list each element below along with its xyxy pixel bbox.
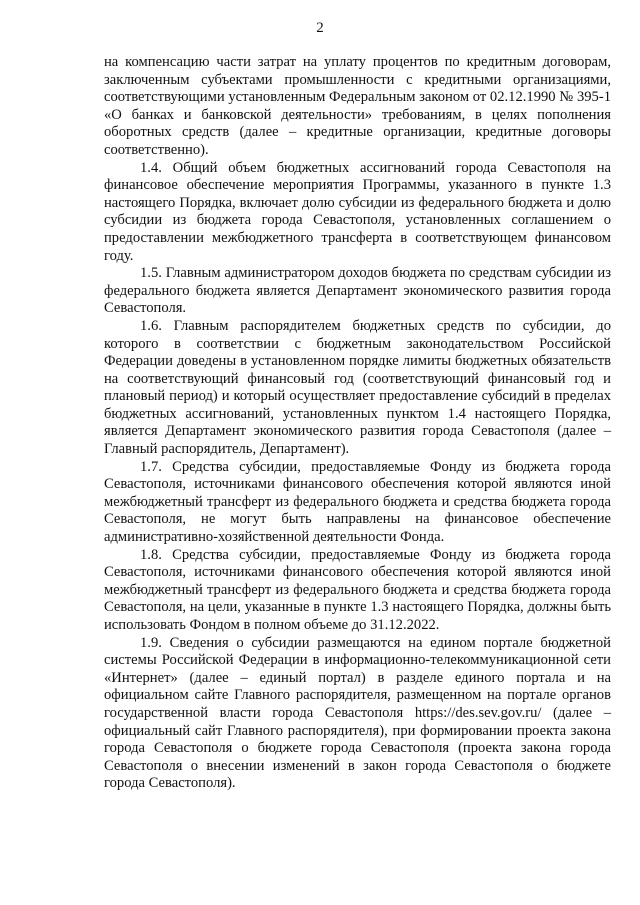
paragraph-1-7: 1.7. Средства субсидии, предоставляемые Фонду из бюджета города Севастополя, источниками финансового обеспечения которой являются иной межбюджетный трансферт из федерального бюджета и средства бюджета города Севастополя, не могут быть направлены на финансовое обеспечение административно-хозяйственной деятельности Фонда. bbox=[104, 458, 611, 546]
paragraph-1-8: 1.8. Средства субсидии, предоставляемые Фонду из бюджета города Севастополя, источниками финансового обеспечения которой являются иной межбюджетный трансферт из федерального бюджета и средства бюджета города Севастополя, на цели, указанные в пункте 1.3 настоящего Порядка, должны быть использовать Фондом в полном объеме до 31.12.2022. bbox=[104, 546, 611, 633]
paragraph-continuation: на компенсацию части затрат на уплату процентов по кредитным договорам, заключенным субъектами промышленности с кредитными организациями, соответствующими установленным Федеральным законом от 02.12.1990 № 395-1 «О банках и банковской деятельности» требованиям, в целях пополнения оборотных средств (далее – кредитные организации, кредитные договоры соответственно). bbox=[104, 54, 611, 158]
paragraph-1-4: 1.4. Общий объем бюджетных ассигнований города Севастополя на финансовое обеспечение мероприятия Программы, указанного в пункте 1.3 настоящего Порядка, включает долю субсидии из федерального бюджета и долю субсидии из бюджета города Севастополя, установленных соглашением о предоставлении межбюджетного трансферта в соответствующем финансовом году. bbox=[104, 159, 611, 264]
document-body bbox=[104, 54, 611, 793]
page-number: 2 bbox=[316, 20, 324, 36]
paragraph-1-6: 1.6. Главным распорядителем бюджетных средств по субсидии, до которого в соответствии с бюджетным законодательством Российской Федерации доведены в установленном порядке лимиты бюджетных обязательств на соответствующий финансовый год (соответствующий финансовый год и плановый период) и который осуществляет предоставление субсидий в пределах бюджетных ассигнований, установленных пунктом 1.4 настоящего Порядка, является Департамент экономического развития города Севастополя (далее – Главный распорядитель, Департамент). bbox=[104, 317, 611, 458]
paragraph-1-5: 1.5. Главным администратором доходов бюджета по средствам субсидии из федерального бюджета является Департамент экономического развития города Севастополя. bbox=[104, 265, 611, 317]
paragraph-1-9: 1.9. Сведения о субсидии размещаются на едином портале бюджетной системы Российской Федерации в информационно-телекоммуникационной сети «Интернет» (далее – единый портал) в разделе единого портала и на официальном сайте Главного распорядителя, размещенном на портале органов государственной власти города Севастополя https://des.sev.gov.ru/ (далее – официальный сайт Главного распорядителя), при формировании проекта закона города Севастополя о бюджете города Севастополя (проекта закона города Севастополя о внесении изменений в закон города Севастополя о бюджете города Севастополя). bbox=[104, 634, 611, 792]
